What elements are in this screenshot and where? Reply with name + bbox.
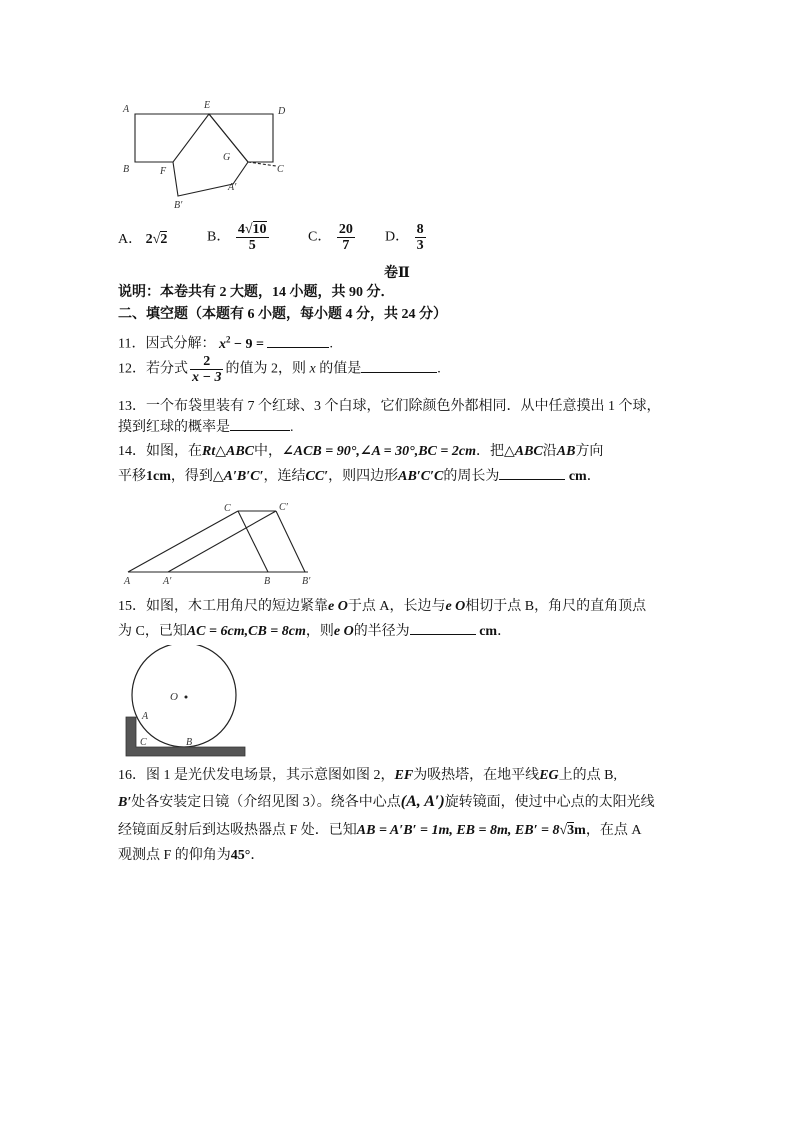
rect-right-part	[209, 114, 273, 162]
q12-fraction: $\frac{2}{x - 3}$	[192, 354, 222, 385]
option-b-label: B．	[207, 229, 231, 245]
center-point	[185, 696, 188, 699]
figure-folded-rectangle	[116, 100, 296, 212]
question-16-line2: B′处各安装定日镜（介绍见图 3）。绕各中心点(A, A′)旋转镜面，使过中心点的太阳光线	[118, 793, 655, 810]
label-g: G	[223, 152, 231, 163]
question-11: 11．因式分解： $x^2 - 9$ = .	[118, 334, 333, 352]
option-c-label: C．	[308, 229, 332, 245]
label-a: A	[142, 711, 149, 722]
figure-circle-carpenter-square	[118, 645, 253, 760]
option-d-label: D．	[385, 229, 410, 245]
label-b: B	[186, 737, 193, 748]
side-cb	[238, 511, 268, 572]
label-a-prime: A′	[163, 576, 172, 587]
option-b-fraction: $\frac{4√10}{5}$	[237, 222, 267, 253]
option-d	[385, 222, 428, 253]
question-12: 12．若分式 $\frac{2}{x - 3}$ 的值为 2，则 x 的值是 .	[118, 354, 441, 385]
answer-blank-12[interactable]	[361, 360, 437, 373]
answer-blank-11[interactable]	[267, 335, 329, 348]
label-a: A	[123, 104, 130, 115]
option-b	[207, 222, 271, 253]
dashed-edge	[248, 162, 276, 166]
label-o: O	[170, 691, 178, 703]
label-b: B	[264, 576, 271, 587]
option-c-fraction: $\frac{20}{7}$	[338, 222, 353, 253]
label-e: E	[204, 100, 211, 111]
label-b-prime: B′	[302, 576, 311, 587]
figure-translated-triangles	[118, 498, 323, 588]
question-15-line1: 15．如图，木工用角尺的短边紧靠e O于点 A，长边与e O相切于点 B，角尺的直角顶点	[118, 599, 647, 614]
label-c: C	[140, 737, 147, 748]
rect-left-part	[135, 114, 209, 162]
label-f: F	[160, 166, 167, 177]
question-14-line2: 平移1cm，得到△A′B′C′，连结CC′，则四边形AB′C′C的周长为 cm．	[118, 469, 601, 484]
label-c: C	[224, 503, 231, 514]
volume-title: 卷Ⅱ	[384, 266, 410, 281]
folded-flap	[173, 114, 248, 196]
volume-note: 说明：本卷共有 2 大题，14 小题，共 90 分．	[118, 285, 395, 300]
question-16-line3: 经镜面反射后到达吸热器点 F 处．已知AB = A′B′ = 1m, EB = 8m, EB′ = 8√3m，在点 A	[118, 823, 642, 838]
option-a-value: 2√2	[145, 232, 168, 247]
label-d: D	[278, 106, 286, 117]
label-b: B	[123, 164, 130, 175]
question-13-line1: 13．一个布袋里装有 7 个红球、3 个白球，它们除颜色外都相同．从中任意摸出 1 个球，	[118, 399, 661, 414]
option-a-label: A．	[118, 232, 143, 247]
option-a	[118, 228, 167, 248]
section-title: 二、填空题（本题有 6 小题，每小题 4 分，共 24 分）	[118, 307, 447, 322]
question-14-line1: 14．如图，在Rt△ABC中，∠ACB = 90°,∠A = 30°,BC = 2cm．把△ABC沿AB方向	[118, 444, 604, 459]
label-b-prime: B′	[174, 200, 183, 211]
question-16-line4: 观测点 F 的仰角为45°．	[118, 848, 265, 863]
label-a-prime: A′	[228, 182, 237, 193]
label-c: C	[277, 164, 284, 175]
option-d-fraction: $\frac{8}{3}$	[416, 222, 424, 253]
question-16-line1: 16．图 1 是光伏发电场景，其示意图如图 2，EF为吸热塔，在地平线EG上的点 B,	[118, 768, 617, 783]
label-c-prime: C′	[279, 502, 288, 513]
label-a: A	[124, 576, 131, 587]
side-c1b1	[276, 511, 305, 572]
question-13-line2: 摸到红球的概率是 .	[118, 420, 294, 435]
answer-blank-15[interactable]	[410, 622, 476, 635]
question-15-line2: 为 C，已知AC = 6cm,CB = 8cm，则e O的半径为 cm．	[118, 624, 512, 639]
option-c	[308, 222, 357, 253]
answer-blank-13[interactable]	[230, 418, 290, 431]
answer-blank-14[interactable]	[499, 467, 565, 480]
circle-o	[132, 645, 236, 747]
